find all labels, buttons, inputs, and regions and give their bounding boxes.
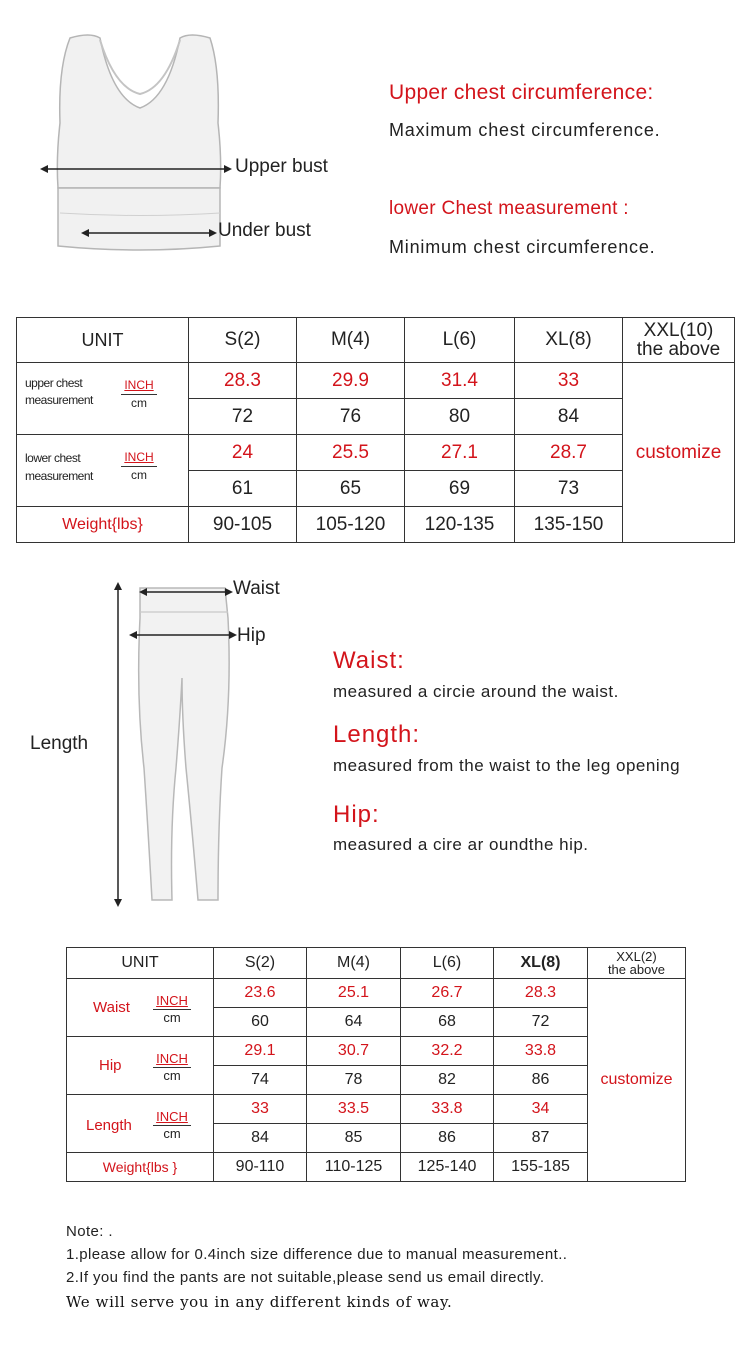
note-line-2: 2.If you find the pants are not suitable,please send us email directly. <box>66 1269 545 1286</box>
table-header-row <box>67 948 686 979</box>
hip-title: Hip: <box>333 801 380 828</box>
size-header-xxl <box>588 948 686 979</box>
under-bust-label: Under bust <box>218 220 311 241</box>
length-row-label: Length <box>86 1117 132 1134</box>
cm-unit-label: cm <box>153 1009 191 1026</box>
upper-chest-title: Upper chest circumference: <box>389 81 654 104</box>
size-header-xxl-line2: the above <box>636 339 721 360</box>
waist-inch-l: 26.7 <box>401 979 494 1008</box>
table-row <box>67 979 686 1008</box>
inch-unit-label: INCH <box>156 993 188 1008</box>
lower-cm-s: 61 <box>189 471 297 507</box>
size-header: XL(8) <box>494 948 588 979</box>
size-header-xxl-line1: XXL(10) <box>643 320 714 341</box>
size-header: XL(8) <box>515 318 623 363</box>
upper-chest-desc: Maximum chest circumference. <box>389 120 661 140</box>
cm-unit-label: cm <box>153 1125 191 1142</box>
customize-cell: customize <box>623 363 735 543</box>
weight-label: Weight{lbs} <box>17 507 189 543</box>
hip-cm-m: 78 <box>307 1066 401 1095</box>
length-inch-m: 33.5 <box>307 1095 401 1124</box>
inch-unit-label: INCH <box>124 378 154 392</box>
size-header-xxl-line2: the above <box>607 962 666 977</box>
hip-label-cell <box>67 1037 214 1095</box>
weight-s: 90-105 <box>189 507 297 543</box>
length-inch-s: 33 <box>214 1095 307 1124</box>
length-desc: measured from the waist to the leg opening <box>333 756 681 775</box>
upper-inch-l: 31.4 <box>405 363 515 399</box>
waist-desc: measured a circie around the waist. <box>333 682 619 701</box>
waist-title: Waist: <box>333 647 405 674</box>
size-header: M(4) <box>307 948 401 979</box>
note-line-3: We will serve you in any different kinds of way. <box>66 1293 453 1311</box>
length-inch-xl: 34 <box>494 1095 588 1124</box>
sports-bra-illustration <box>30 28 370 268</box>
length-cm-xl: 87 <box>494 1124 588 1153</box>
note-heading: Note: . <box>66 1223 113 1240</box>
weight-xl: 155-185 <box>494 1153 588 1182</box>
waist-inch-m: 25.1 <box>307 979 401 1008</box>
upper-inch-xl: 33 <box>515 363 623 399</box>
waist-row-label: Waist <box>93 999 130 1016</box>
hip-inch-l: 32.2 <box>401 1037 494 1066</box>
waist-cm-l: 68 <box>401 1008 494 1037</box>
customize-cell: customize <box>588 979 686 1182</box>
inch-unit-label: INCH <box>156 1051 188 1066</box>
upper-cm-xl: 84 <box>515 399 623 435</box>
table-row <box>17 363 735 399</box>
cm-unit-label: cm <box>121 394 157 412</box>
size-header: S(2) <box>189 318 297 363</box>
lower-cm-xl: 73 <box>515 471 623 507</box>
lower-chest-desc: Minimum chest circumference. <box>389 237 656 257</box>
length-title: Length: <box>333 721 421 748</box>
length-inch-l: 33.8 <box>401 1095 494 1124</box>
weight-m: 105-120 <box>297 507 405 543</box>
upper-inch-m: 29.9 <box>297 363 405 399</box>
size-header: L(6) <box>401 948 494 979</box>
weight-s: 90-110 <box>214 1153 307 1182</box>
lower-inch-m: 25.5 <box>297 435 405 471</box>
upper-cm-m: 76 <box>297 399 405 435</box>
table-header-row <box>17 318 735 363</box>
waist-cm-s: 60 <box>214 1008 307 1037</box>
lower-chest-label-cell <box>17 435 189 507</box>
hip-cm-xl: 86 <box>494 1066 588 1095</box>
lower-cm-m: 65 <box>297 471 405 507</box>
length-cm-m: 85 <box>307 1124 401 1153</box>
cm-unit-label: cm <box>153 1067 191 1084</box>
weight-l: 120-135 <box>405 507 515 543</box>
hip-label: Hip <box>237 625 266 646</box>
hip-cm-s: 74 <box>214 1066 307 1095</box>
lower-cm-l: 69 <box>405 471 515 507</box>
length-cm-l: 86 <box>401 1124 494 1153</box>
leggings-illustration <box>100 578 310 908</box>
inch-unit-label: INCH <box>124 450 154 464</box>
waist-label: Waist <box>233 578 280 599</box>
bra-size-table <box>16 317 735 543</box>
lower-chest-title: lower Chest measurement : <box>389 198 629 219</box>
cm-unit-label: cm <box>121 466 157 484</box>
weight-xl: 135-150 <box>515 507 623 543</box>
lower-chest-label-line2: measurement <box>25 469 93 483</box>
upper-bust-label: Upper bust <box>235 156 328 177</box>
length-label: Length <box>30 733 89 754</box>
size-header: S(2) <box>214 948 307 979</box>
waist-label-cell <box>67 979 214 1037</box>
upper-chest-label-line2: measurement <box>25 393 93 407</box>
weight-l: 125-140 <box>401 1153 494 1182</box>
hip-desc: measured a cire ar oundthe hip. <box>333 835 589 854</box>
lower-chest-label-line1: lower chest <box>25 451 81 465</box>
length-label-cell <box>67 1095 214 1153</box>
waist-cm-m: 64 <box>307 1008 401 1037</box>
hip-inch-m: 30.7 <box>307 1037 401 1066</box>
unit-header: UNIT <box>67 948 214 979</box>
upper-chest-label-cell <box>17 363 189 435</box>
size-header: M(4) <box>297 318 405 363</box>
waist-inch-s: 23.6 <box>214 979 307 1008</box>
size-header: L(6) <box>405 318 515 363</box>
unit-header: UNIT <box>17 318 189 363</box>
upper-chest-label-line1: upper chest <box>25 376 83 390</box>
pants-size-table <box>66 947 686 1182</box>
lower-inch-xl: 28.7 <box>515 435 623 471</box>
hip-inch-xl: 33.8 <box>494 1037 588 1066</box>
hip-row-label: Hip <box>99 1057 122 1074</box>
upper-cm-l: 80 <box>405 399 515 435</box>
note-line-1: 1.please allow for 0.4inch size difference due to manual measurement.. <box>66 1246 568 1263</box>
lower-inch-l: 27.1 <box>405 435 515 471</box>
size-header-xxl-line1: XXL(2) <box>616 949 657 964</box>
length-cm-s: 84 <box>214 1124 307 1153</box>
waist-inch-xl: 28.3 <box>494 979 588 1008</box>
size-header-xxl <box>623 318 735 363</box>
hip-cm-l: 82 <box>401 1066 494 1095</box>
waist-cm-xl: 72 <box>494 1008 588 1037</box>
upper-cm-s: 72 <box>189 399 297 435</box>
weight-label: Weight{lbs } <box>67 1153 214 1182</box>
weight-m: 110-125 <box>307 1153 401 1182</box>
hip-inch-s: 29.1 <box>214 1037 307 1066</box>
inch-unit-label: INCH <box>156 1109 188 1124</box>
lower-inch-s: 24 <box>189 435 297 471</box>
upper-inch-s: 28.3 <box>189 363 297 399</box>
